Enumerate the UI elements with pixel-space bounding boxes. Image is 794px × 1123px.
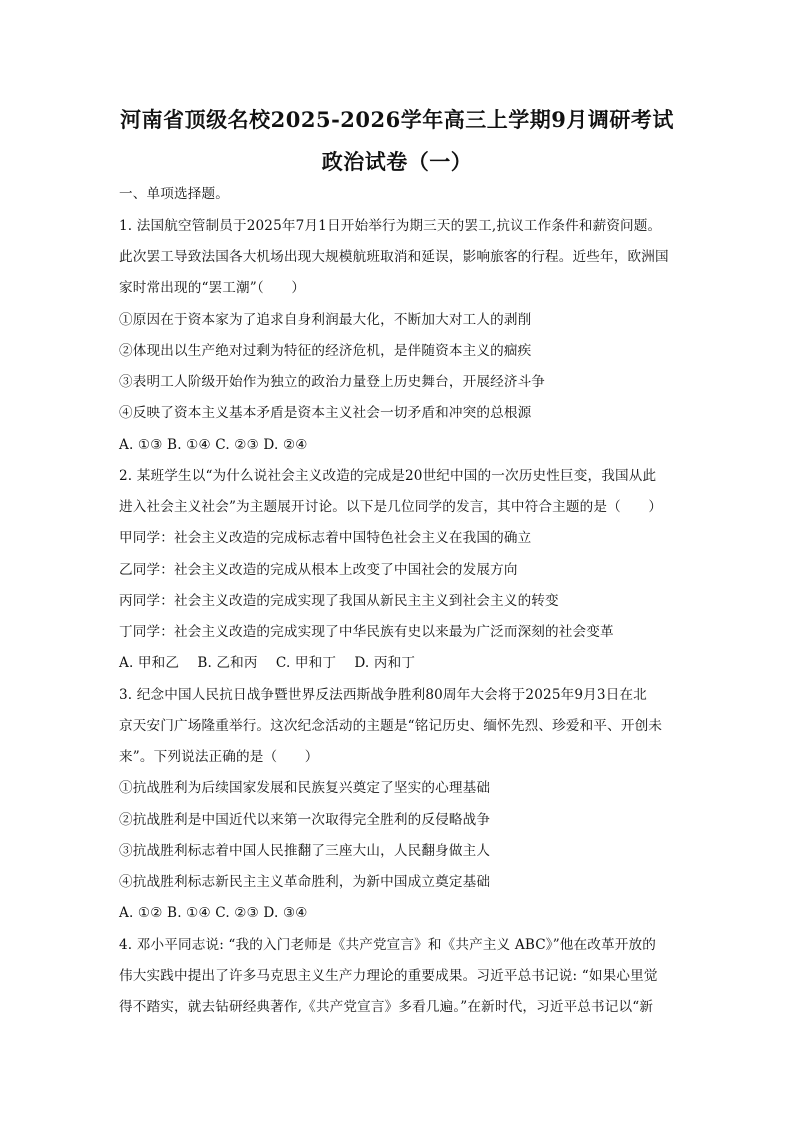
q3-item-1: ①抗战胜利为后续国家发展和民族复兴奠定了坚实的心理基础	[119, 780, 491, 796]
q1-item-4: ④反映了资本主义基本矛盾是资本主义社会一切矛盾和冲突的总根源	[119, 405, 532, 421]
q1-item-3: ③表明工人阶级开始作为独立的政治力量登上历史舞台，开展经济斗争	[119, 374, 546, 390]
q2-item-4: 丁同学：社会主义改造的完成实现了中华民族有史以来最为广泛而深刻的社会变革	[119, 624, 614, 640]
q3-item-3: ③抗战胜利标志着中国人民推翻了三座大山，人民翻身做主人	[119, 843, 491, 859]
q2-stem-line-2: 进入社会主义社会”为主题展开讨论。以下是几位同学的发言，其中符合主题的是（ ）	[119, 499, 663, 515]
document-title: 河南省顶级名校2025-2026学年高三上学期9月调研考试	[120, 107, 674, 132]
q1-stem-line-1: 1. 法国航空管制员于2025年7月1日开始举行为期三天的罢工,抗议工作条件和薪资问题。	[119, 218, 662, 234]
q3-options: A. ①② B. ①④ C. ②③ D. ③④	[119, 905, 308, 921]
q1-options: A. ①③ B. ①④ C. ②③ D. ②④	[119, 437, 308, 453]
q2-item-2: 乙同学：社会主义改造的完成从根本上改变了中国社会的发展方向	[119, 562, 518, 578]
q3-item-4: ④抗战胜利标志新民主主义革命胜利，为新中国成立奠定基础	[119, 874, 491, 890]
q3-stem-line-2: 京天安门广场隆重举行。这次纪念活动的主题是“铭记历史、缅怀先烈、珍爱和平、开创未	[119, 718, 663, 734]
q4-stem-line-2: 伟大实践中提出了许多马克思主义生产力理论的重要成果。习近平总书记说: “如果心里觉	[119, 968, 658, 984]
section-heading: 一、单项选择题。	[119, 186, 229, 202]
q1-stem-line-2: 此次罢工导致法国各大机场出现大规模航班取消和延误，影响旅客的行程。近些年，欧洲国	[119, 249, 669, 265]
q1-item-1: ①原因在于资本家为了追求自身利润最大化，不断加大对工人的剥削	[119, 312, 532, 328]
q2-stem-line-1: 2. 某班学生以“为什么说社会主义改造的完成是20世纪中国的一次历史性巨变，我国从此	[119, 468, 657, 484]
q1-stem-line-3: 家时常出现的“罢工潮”（ ）	[119, 280, 306, 296]
q3-stem-line-3: 来”。下列说法正确的是（ ）	[119, 749, 319, 765]
q2-item-3: 丙同学：社会主义改造的完成实现了我国从新民主主义到社会主义的转变	[119, 593, 559, 609]
q2-options: A. 甲和乙 B. 乙和丙 C. 甲和丁 D. 丙和丁	[119, 655, 416, 671]
document-subtitle: 政治试卷（一）	[321, 149, 473, 174]
q4-stem-line-3: 得不踏实，就去钻研经典著作,《共产党宣言》多看几遍。”在新时代，习近平总书记以“新	[119, 999, 654, 1015]
q3-stem-line-1: 3. 纪念中国人民抗日战争暨世界反法西斯战争胜利80周年大会将于2025年9月3日在北	[119, 687, 647, 703]
q3-item-2: ②抗战胜利是中国近代以来第一次取得完全胜利的反侵略战争	[119, 812, 491, 828]
q4-stem-line-1: 4. 邓小平同志说: “我的入门老师是《共产党宣言》和《共产主义 ABC》”他在改革开放的	[119, 937, 657, 953]
q1-item-2: ②体现出以生产绝对过剩为特征的经济危机，是伴随资本主义的痼疾	[119, 343, 532, 359]
q2-item-1: 甲同学：社会主义改造的完成标志着中国特色社会主义在我国的确立	[119, 530, 532, 546]
